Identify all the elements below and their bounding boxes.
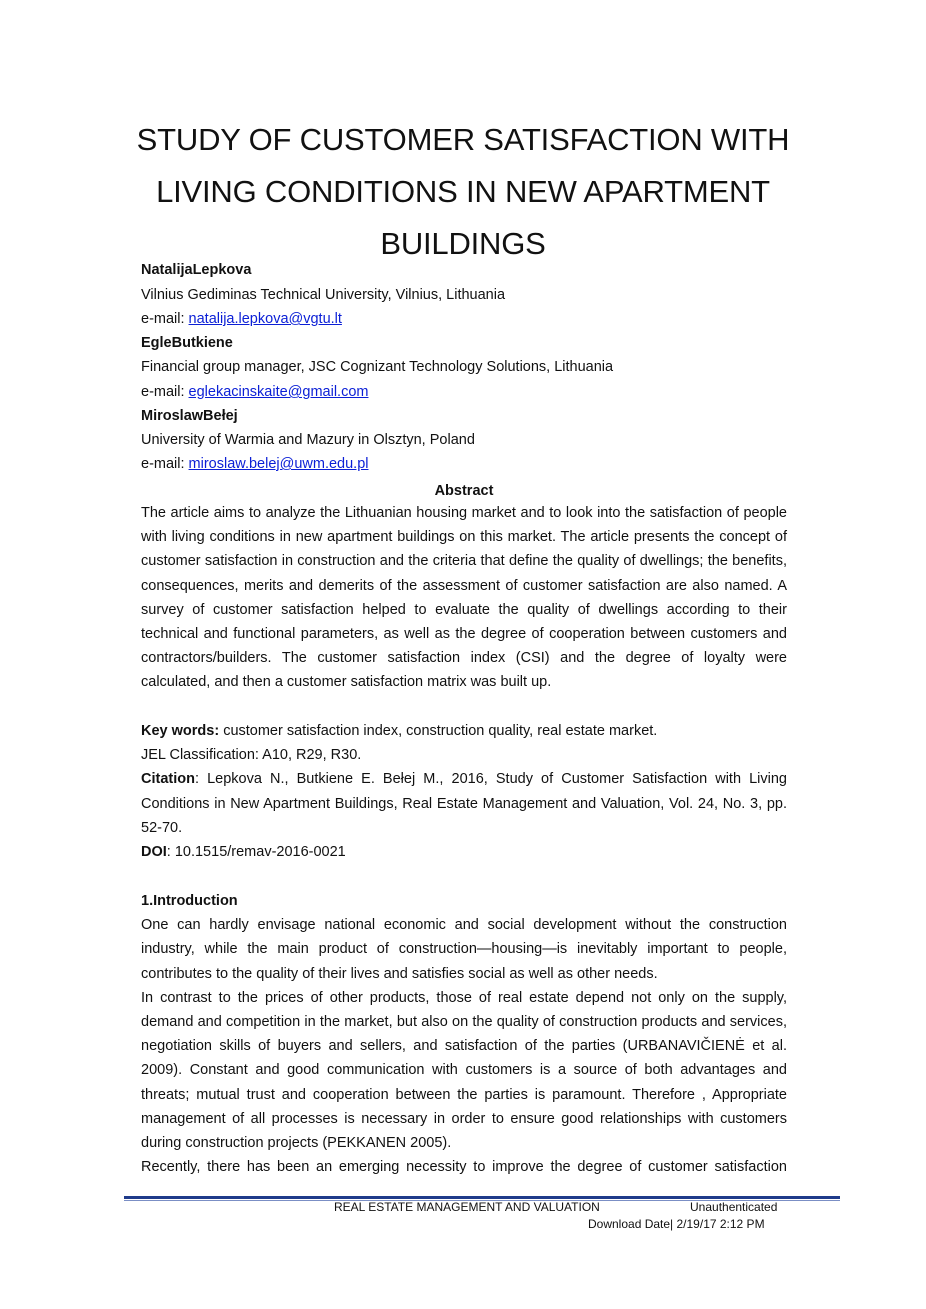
keywords-label: Key words: <box>141 723 220 739</box>
body-paragraph: One can hardly envisage national economic and social development without the construction industry, while the main product of construction—housing—is inevitably important to people, contributes to the quality of their lives and satisfies social as well as other needs. <box>141 917 787 982</box>
paper-title <box>120 114 806 270</box>
author-email-link[interactable]: miroslaw.belej@uwm.edu.pl <box>188 456 369 472</box>
citation-label: Citation <box>141 771 195 788</box>
author-email-line <box>141 452 787 476</box>
author-name: MiroslawBełej <box>141 408 238 424</box>
author-affiliation: Vilnius Gediminas Technical University, Vilnius, Lithuania <box>141 287 506 303</box>
abstract-body <box>141 501 787 695</box>
title-line: BUILDINGS <box>380 226 546 261</box>
footer-journal-name: REAL ESTATE MANAGEMENT AND VALUATION <box>334 1200 600 1214</box>
abstract-heading: Abstract <box>434 483 494 499</box>
body-paragraph: In contrast to the prices of other products, those of real estate depend not only on the supply, demand and competition in the market, but also on the quality of construction products and services, negotiation skills of buyers and sellers, and satisfaction of the parties (URBANAVIČIENĖ et al. 2009). Constant and good communication with customers is a source of both advantages and threats; mutual trust and cooperation between the parties is paramount. Therefore , Appropriate management of all processes is necessary in order to ensure good relationships with customers during construction projects (PEKKANEN 2005). <box>141 989 787 1152</box>
section-heading: 1.Introduction <box>141 893 238 909</box>
author-name: EgleButkiene <box>141 335 233 351</box>
body-paragraph: Recently, there has been an emerging necessity to improve the degree of customer satisfaction <box>141 1159 787 1176</box>
email-label: e-mail: <box>141 311 189 327</box>
citation-text: : Lepkova N., Butkiene E. Bełej M., 2016, Study of Customer Satisfaction with Living Conditions in New Apartment Buildings, Real Estate Management and Valuation, Vol. 24, No. 3, pp. 52-70. <box>141 771 787 836</box>
abstract-text: The article aims to analyze the Lithuanian housing market and to look into the satisfaction of people with living conditions in new apartment buildings on this market. The article presents the concept of customer satisfaction in construction and the criteria that define the quality of dwellings; the benefits, consequences, merits and demerits of the assessment of customer satisfaction are also named. A survey of customer satisfaction helped to evaluate the quality of dwellings according to their technical and functional parameters, as well as the degree of cooperation between customers and contractors/builders. The customer satisfaction index (CSI) and the degree of loyalty were calculated, and then a customer satisfaction matrix was built up. <box>141 505 787 691</box>
author-email-link[interactable]: natalija.lepkova@vgtu.lt <box>188 311 342 327</box>
author-affiliation: University of Warmia and Mazury in Olsztyn, Poland <box>141 432 475 448</box>
author-email-line <box>141 307 787 331</box>
introduction-section <box>141 889 787 1179</box>
paper-meta <box>141 719 787 864</box>
footer-download-date: Download Date| 2/19/17 2:12 PM <box>588 1217 765 1231</box>
doi-label: DOI <box>141 844 167 861</box>
footer-auth-status: Unauthenticated <box>690 1200 778 1214</box>
author-email-line <box>141 380 787 404</box>
email-label: e-mail: <box>141 384 189 400</box>
title-line: STUDY OF CUSTOMER SATISFACTION WITH <box>136 122 790 157</box>
author-name: NatalijaLepkova <box>141 262 252 278</box>
keywords-text: customer satisfaction index, construction quality, real estate market. <box>219 723 658 739</box>
email-label: e-mail: <box>141 456 189 472</box>
doi-line <box>141 840 787 864</box>
jel-line: JEL Classification: A10, R29, R30. <box>141 747 362 764</box>
author-affiliation: Financial group manager, JSC Cognizant Technology Solutions, Lithuania <box>141 359 614 375</box>
author-email-link[interactable]: eglekacinskaite@gmail.com <box>188 384 369 400</box>
doi-text: : 10.1515/remav-2016-0021 <box>166 844 346 861</box>
title-line: LIVING CONDITIONS IN NEW APARTMENT <box>156 174 770 209</box>
keywords-line <box>141 719 787 743</box>
citation-line <box>141 767 787 840</box>
